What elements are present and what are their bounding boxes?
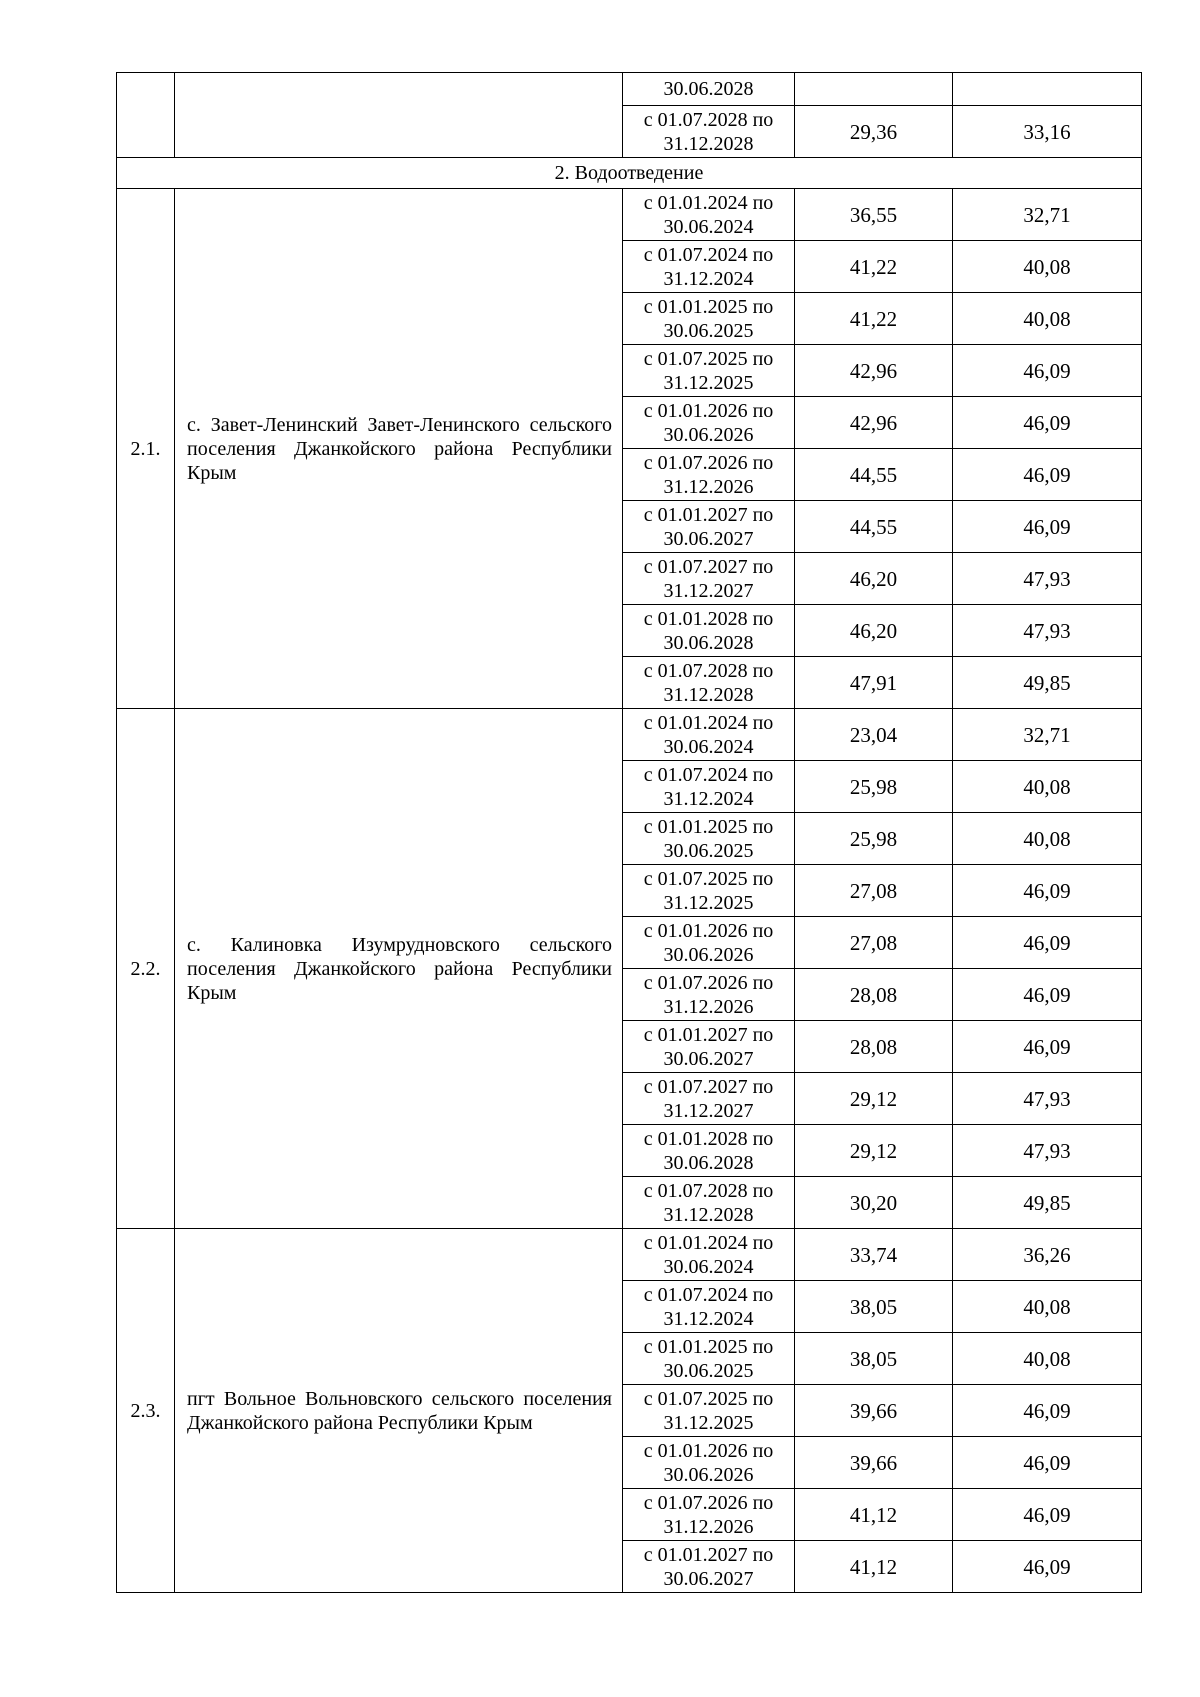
tariff-value-2: 46,09 <box>953 1021 1142 1073</box>
period-line: с 01.07.2024 по <box>643 243 774 266</box>
tariff-value-2: 46,09 <box>953 1541 1142 1593</box>
tariff-value-2: 46,09 <box>953 865 1142 917</box>
period-line: 31.12.2026 <box>663 1515 754 1538</box>
tariff-value-2: 46,09 <box>953 917 1142 969</box>
period-cell <box>623 1333 795 1385</box>
period-cell <box>623 397 795 449</box>
period-line: 30.06.2026 <box>663 1463 754 1486</box>
tariff-value-1: 41,22 <box>795 293 953 345</box>
period-line: 31.12.2025 <box>663 371 754 394</box>
tariff-value-1: 30,20 <box>795 1177 953 1229</box>
tariff-value-1 <box>795 73 953 106</box>
tariff-value-1: 39,66 <box>795 1437 953 1489</box>
period-line: с 01.01.2026 по <box>643 919 774 942</box>
period-line: 30.06.2026 <box>663 423 754 446</box>
period-cell <box>623 241 795 293</box>
period-line: с 01.07.2026 по <box>643 971 774 994</box>
tariff-value-2 <box>953 73 1142 106</box>
period-line: с 01.07.2024 по <box>643 1283 774 1306</box>
period-cell <box>623 605 795 657</box>
section-title: 2. Водоотведение <box>117 158 1142 189</box>
tariff-value-1: 46,20 <box>795 553 953 605</box>
period-cell <box>623 106 795 158</box>
period-line: с 01.07.2027 по <box>643 1075 774 1098</box>
tariff-value-1: 39,66 <box>795 1385 953 1437</box>
tariff-value-1: 27,08 <box>795 865 953 917</box>
tariff-value-1: 38,05 <box>795 1333 953 1385</box>
tariff-value-1: 42,96 <box>795 397 953 449</box>
period-line: 30.06.2024 <box>663 735 754 758</box>
tariff-value-2: 40,08 <box>953 813 1142 865</box>
period-line: 31.12.2026 <box>663 475 754 498</box>
period-line: с 01.07.2025 по <box>643 347 774 370</box>
period-cell <box>623 969 795 1021</box>
period-line: 31.12.2028 <box>663 683 754 706</box>
location-name-cell: с. Завет-Ленинский Завет-Ленинского сельского поселения Джанкойского района Республики Крым <box>175 189 623 709</box>
period-cell <box>623 1541 795 1593</box>
item-number-cell: 2.3. <box>117 1229 175 1593</box>
period-cell <box>623 553 795 605</box>
section-row <box>117 158 1142 189</box>
period-line: с 01.07.2025 по <box>643 1387 774 1410</box>
item-number-cell: 2.2. <box>117 709 175 1229</box>
period-line: 30.06.2024 <box>663 215 754 238</box>
table-row <box>117 709 1142 761</box>
period-line: с 01.01.2025 по <box>643 1335 774 1358</box>
tariff-value-2: 46,09 <box>953 1489 1142 1541</box>
tariff-value-2: 47,93 <box>953 553 1142 605</box>
period-line: с 01.01.2027 по <box>643 1543 774 1566</box>
period-line: с 01.07.2026 по <box>643 1491 774 1514</box>
period-line: 31.12.2025 <box>663 1411 754 1434</box>
period-line: 30.06.2025 <box>663 839 754 862</box>
period-line: 31.12.2028 <box>663 132 754 155</box>
tariff-value-2: 49,85 <box>953 657 1142 709</box>
tariff-value-2: 49,85 <box>953 1177 1142 1229</box>
tariff-value-2: 46,09 <box>953 501 1142 553</box>
tariff-value-2: 40,08 <box>953 1281 1142 1333</box>
period-cell <box>623 189 795 241</box>
tariff-value-1: 27,08 <box>795 917 953 969</box>
period-line: 30.06.2027 <box>663 527 754 550</box>
tariff-value-2: 32,71 <box>953 189 1142 241</box>
item-number-cell: 2.1. <box>117 189 175 709</box>
tariff-value-1: 42,96 <box>795 345 953 397</box>
period-line: с 01.01.2024 по <box>643 191 774 214</box>
tariff-table-page <box>116 72 1141 1593</box>
period-cell <box>623 813 795 865</box>
period-cell <box>623 501 795 553</box>
tariff-value-2: 46,09 <box>953 1385 1142 1437</box>
tariff-value-2: 40,08 <box>953 761 1142 813</box>
period-cell <box>623 1229 795 1281</box>
period-line: с 01.01.2025 по <box>643 815 774 838</box>
period-cell <box>623 1021 795 1073</box>
period-cell <box>623 1385 795 1437</box>
period-line: с 01.01.2028 по <box>643 607 774 630</box>
period-line: с 01.01.2028 по <box>643 1127 774 1150</box>
tariff-value-1: 41,12 <box>795 1541 953 1593</box>
item-number-cell <box>117 73 175 158</box>
tariff-value-1: 25,98 <box>795 813 953 865</box>
tariff-value-2: 33,16 <box>953 106 1142 158</box>
period-line: 30.06.2025 <box>663 1359 754 1382</box>
period-cell <box>623 865 795 917</box>
period-line: 31.12.2027 <box>663 1099 754 1122</box>
period-line: с 01.01.2024 по <box>643 711 774 734</box>
period-cell <box>623 73 795 106</box>
period-line: с 01.07.2025 по <box>643 867 774 890</box>
period-line: 31.12.2028 <box>663 1203 754 1226</box>
table-row <box>117 189 1142 241</box>
period-cell <box>623 761 795 813</box>
period-cell <box>623 345 795 397</box>
tariff-value-1: 23,04 <box>795 709 953 761</box>
tariff-value-1: 29,36 <box>795 106 953 158</box>
period-cell <box>623 1177 795 1229</box>
period-line: с 01.07.2028 по <box>643 108 774 131</box>
period-line: с 01.07.2024 по <box>643 763 774 786</box>
tariff-value-2: 40,08 <box>953 293 1142 345</box>
tariff-value-1: 29,12 <box>795 1073 953 1125</box>
period-line: с 01.07.2026 по <box>643 451 774 474</box>
period-line: с 01.07.2028 по <box>643 1179 774 1202</box>
period-line: с 01.01.2027 по <box>643 503 774 526</box>
tariff-value-2: 32,71 <box>953 709 1142 761</box>
period-cell <box>623 449 795 501</box>
table-row <box>117 1229 1142 1281</box>
tariff-value-2: 40,08 <box>953 241 1142 293</box>
tariff-value-1: 41,22 <box>795 241 953 293</box>
tariff-value-2: 46,09 <box>953 449 1142 501</box>
period-line: 30.06.2024 <box>663 1255 754 1278</box>
tariff-table <box>116 72 1142 1593</box>
period-line: 31.12.2025 <box>663 891 754 914</box>
tariff-value-1: 41,12 <box>795 1489 953 1541</box>
tariff-value-2: 47,93 <box>953 605 1142 657</box>
period-line: 30.06.2027 <box>663 1047 754 1070</box>
period-cell <box>623 657 795 709</box>
tariff-value-1: 47,91 <box>795 657 953 709</box>
period-cell <box>623 1073 795 1125</box>
tariff-value-2: 46,09 <box>953 345 1142 397</box>
period-line: с 01.01.2026 по <box>643 399 774 422</box>
period-line: 31.12.2024 <box>663 267 754 290</box>
tariff-value-1: 33,74 <box>795 1229 953 1281</box>
tariff-table-body <box>117 73 1142 1593</box>
tariff-value-2: 36,26 <box>953 1229 1142 1281</box>
period-line: 30.06.2025 <box>663 319 754 342</box>
period-line: 31.12.2024 <box>663 1307 754 1330</box>
tariff-value-1: 44,55 <box>795 449 953 501</box>
period-line: с 01.01.2026 по <box>643 1439 774 1462</box>
tariff-value-2: 46,09 <box>953 969 1142 1021</box>
location-name-cell: с. Калиновка Изумрудновского сельского поселения Джанкойского района Республики Крым <box>175 709 623 1229</box>
period-cell <box>623 709 795 761</box>
tariff-value-1: 38,05 <box>795 1281 953 1333</box>
period-line: с 01.01.2024 по <box>643 1231 774 1254</box>
period-line: 31.12.2027 <box>663 579 754 602</box>
location-name-cell: пгт Вольное Вольновского сельского поселения Джанкойского района Республики Крым <box>175 1229 623 1593</box>
tariff-value-1: 28,08 <box>795 969 953 1021</box>
tariff-value-1: 36,55 <box>795 189 953 241</box>
tariff-value-1: 25,98 <box>795 761 953 813</box>
location-name-cell <box>175 73 623 158</box>
period-line: 30.06.2026 <box>663 943 754 966</box>
tariff-value-2: 47,93 <box>953 1125 1142 1177</box>
period-line: с 01.07.2027 по <box>643 555 774 578</box>
period-line: 30.06.2028 <box>663 78 754 100</box>
period-cell <box>623 1489 795 1541</box>
period-line: с 01.01.2027 по <box>643 1023 774 1046</box>
tariff-value-2: 46,09 <box>953 1437 1142 1489</box>
tariff-value-2: 40,08 <box>953 1333 1142 1385</box>
period-line: 30.06.2027 <box>663 1567 754 1590</box>
tariff-value-2: 47,93 <box>953 1073 1142 1125</box>
tariff-value-1: 46,20 <box>795 605 953 657</box>
table-row <box>117 73 1142 106</box>
period-line: с 01.07.2028 по <box>643 659 774 682</box>
period-line: 30.06.2028 <box>663 1151 754 1174</box>
tariff-value-1: 44,55 <box>795 501 953 553</box>
period-cell <box>623 1281 795 1333</box>
tariff-value-1: 28,08 <box>795 1021 953 1073</box>
period-line: 31.12.2024 <box>663 787 754 810</box>
period-line: 31.12.2026 <box>663 995 754 1018</box>
tariff-value-2: 46,09 <box>953 397 1142 449</box>
period-line: с 01.01.2025 по <box>643 295 774 318</box>
period-cell <box>623 917 795 969</box>
tariff-value-1: 29,12 <box>795 1125 953 1177</box>
period-cell <box>623 293 795 345</box>
period-line: 30.06.2028 <box>663 631 754 654</box>
period-cell <box>623 1125 795 1177</box>
period-cell <box>623 1437 795 1489</box>
